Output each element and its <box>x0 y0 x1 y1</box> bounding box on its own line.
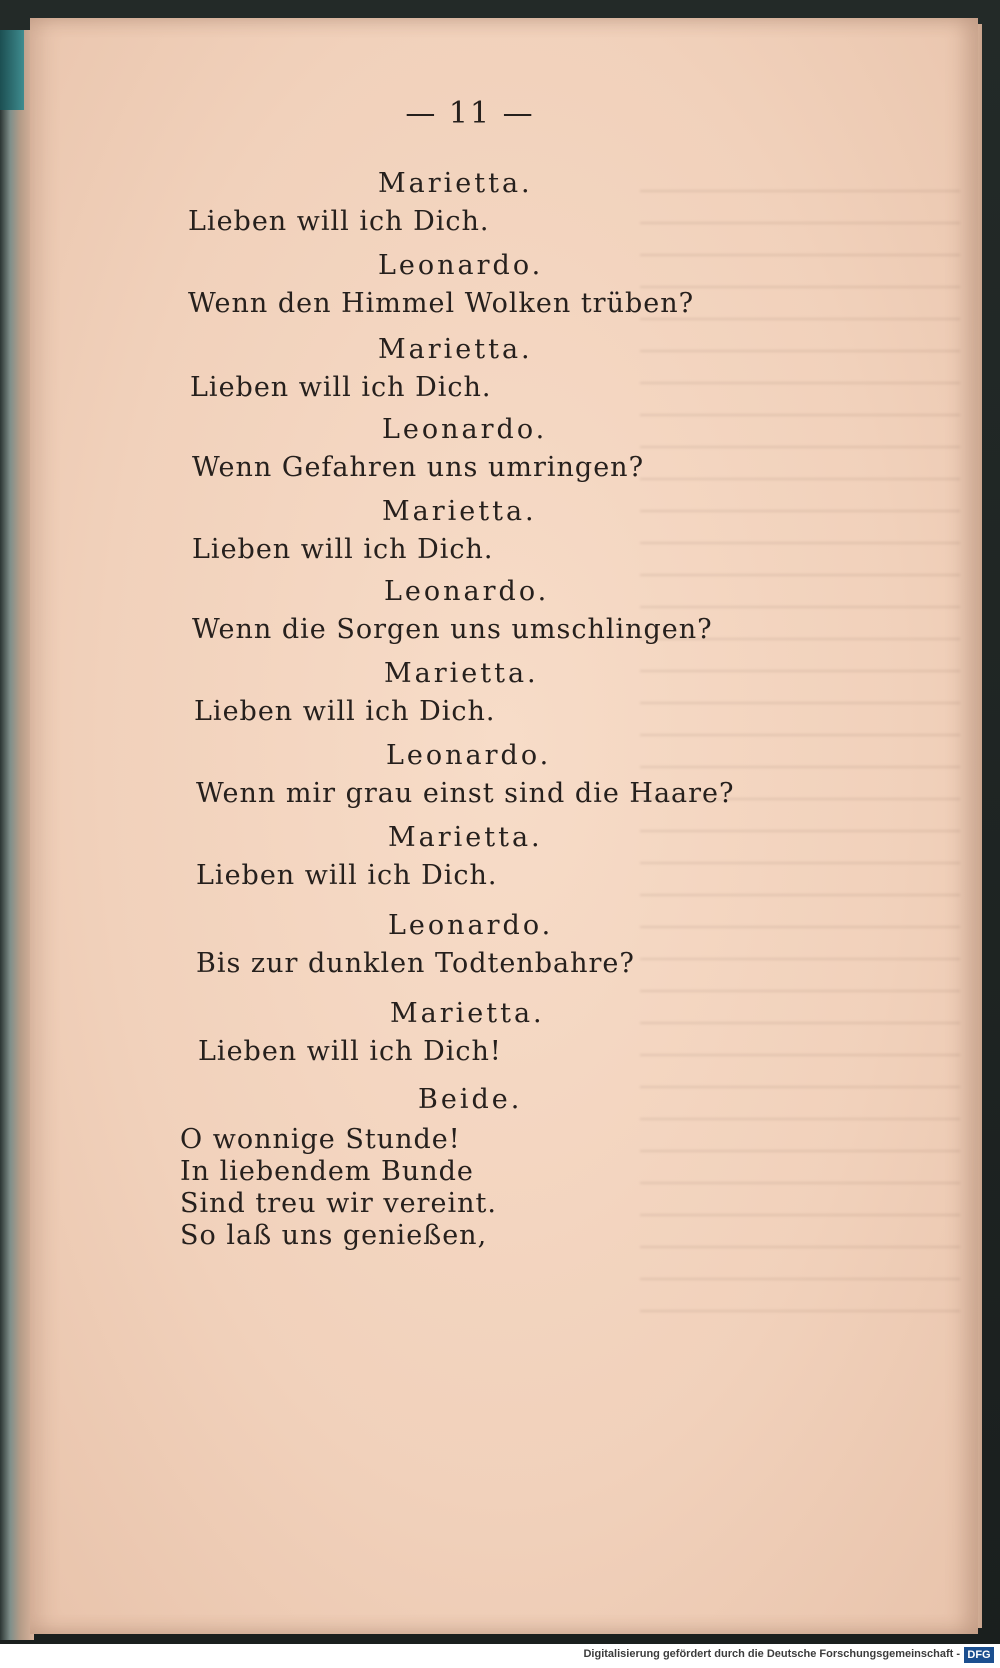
speaker-name: Leonardo. <box>386 740 552 771</box>
speaker-name: Leonardo. <box>382 414 548 445</box>
dialogue-line: Lieben will ich Dich. <box>194 696 496 727</box>
dialogue-line: Lieben will ich Dich. <box>196 860 498 891</box>
dialogue-line: Lieben will ich Dich. <box>190 372 492 403</box>
page-number: — 11 — <box>405 96 535 131</box>
footer-credit: Digitalisierung gefördert durch die Deutsche Forschungsgemeinschaft - <box>583 1648 960 1660</box>
speaker-name: Beide. <box>418 1084 523 1115</box>
dialogue-line: Wenn Gefahren uns umringen? <box>192 452 645 483</box>
dialogue-line: Lieben will ich Dich. <box>192 534 494 565</box>
speaker-name: Marietta. <box>390 998 545 1029</box>
dialogue-line: Bis zur dunklen Todtenbahre? <box>196 948 635 979</box>
dialogue-line: Wenn mir grau einst sind die Haare? <box>196 778 735 809</box>
digitization-footer <box>0 1644 1000 1668</box>
speaker-name: Marietta. <box>388 822 543 853</box>
speaker-name: Marietta. <box>378 168 533 199</box>
dialogue-line: Wenn den Himmel Wolken trüben? <box>188 288 695 319</box>
verse-line: So laß uns genießen, <box>180 1220 488 1251</box>
speaker-name: Marietta. <box>384 658 539 689</box>
dfg-logo: DFG <box>964 1647 994 1663</box>
verse-line: O wonnige Stunde! <box>180 1124 461 1155</box>
book-spine-edge <box>0 30 34 1640</box>
dialogue-line: Wenn die Sorgen uns umschlingen? <box>192 614 713 645</box>
dialogue-line: Lieben will ich Dich! <box>198 1036 502 1067</box>
speaker-name: Marietta. <box>378 334 533 365</box>
show-through-text <box>640 170 960 1340</box>
speaker-name: Leonardo. <box>384 576 550 607</box>
verse-line: Sind treu wir vereint. <box>180 1188 497 1219</box>
speaker-name: Leonardo. <box>388 910 554 941</box>
verse-line: In liebendem Bunde <box>180 1156 474 1187</box>
speaker-name: Leonardo. <box>378 250 544 281</box>
dialogue-line: Lieben will ich Dich. <box>188 206 490 237</box>
speaker-name: Marietta. <box>382 496 537 527</box>
